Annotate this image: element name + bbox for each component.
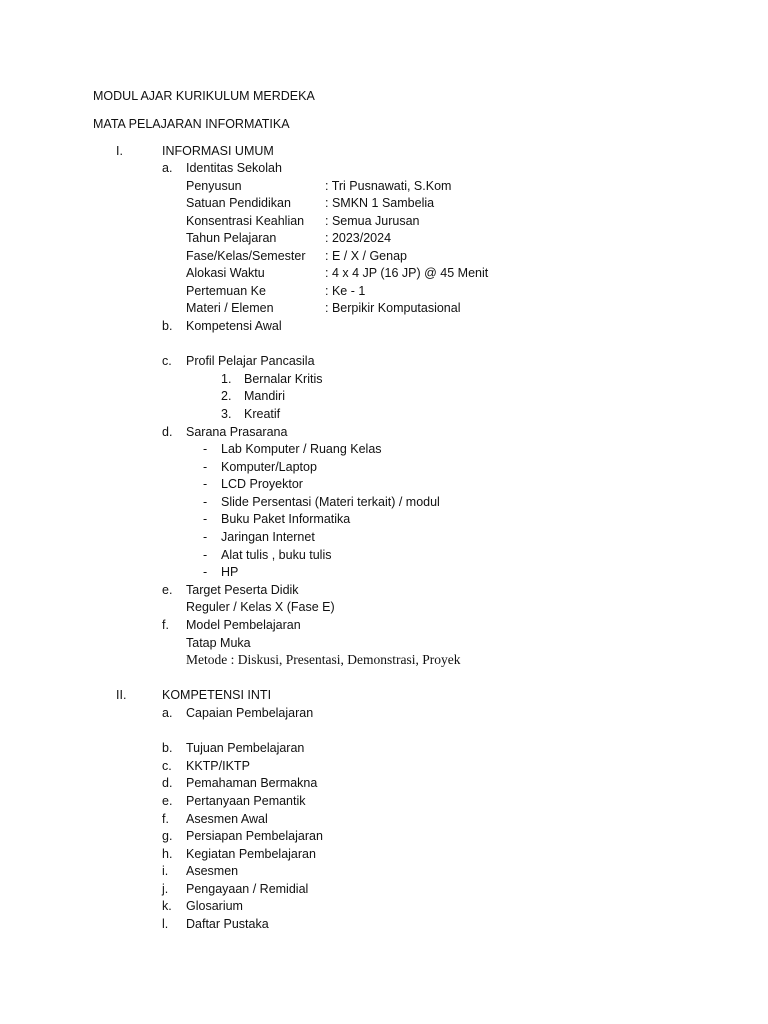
list-marker: d. [162, 776, 173, 790]
item-e-label: Target Peserta Didik [186, 583, 299, 597]
numbered-item: Bernalar Kritis [244, 372, 323, 386]
subject-line: MATA PELAJARAN INFORMATIKA [93, 117, 290, 131]
identity-value: : SMKN 1 Sambelia [325, 196, 435, 210]
list-item: Persiapan Pembelajaran [186, 829, 323, 843]
identity-value: : Semua Jurusan [325, 214, 420, 228]
facility-item: Komputer/Laptop [221, 460, 317, 474]
facility-item: HP [221, 565, 239, 579]
list-item: Glosarium [186, 899, 243, 913]
identity-value: : Tri Pusnawati, S.Kom [325, 179, 452, 193]
dash-marker: - [203, 495, 208, 509]
item-f-label: Model Pembelajaran [186, 618, 301, 632]
identity-value: : Ke - 1 [325, 284, 366, 298]
list-item: Daftar Pustaka [186, 917, 269, 931]
section-1-numeral: I. [116, 144, 123, 158]
facility-item: Slide Persentasi (Materi terkait) / modul [221, 495, 440, 509]
list-marker: j. [162, 882, 169, 896]
item-e-marker: e. [162, 583, 173, 597]
list-item: Pertanyaan Pemantik [186, 794, 306, 808]
list-item: KKTP/IKTP [186, 759, 250, 773]
list-item: Pemahaman Bermakna [186, 776, 318, 790]
item-f-marker: f. [162, 618, 169, 632]
numbered-item: Mandiri [244, 389, 285, 403]
list-item: Capaian Pembelajaran [186, 706, 314, 720]
item-d-marker: d. [162, 425, 173, 439]
identity-key: Alokasi Waktu [186, 266, 265, 280]
list-marker: a. [162, 706, 173, 720]
item-f-detail: Tatap Muka [186, 636, 251, 650]
numbered-marker: 2. [221, 389, 232, 403]
list-marker: e. [162, 794, 173, 808]
list-item: Asesmen Awal [186, 812, 268, 826]
section-2-numeral: II. [116, 688, 127, 702]
facility-item: Buku Paket Informatika [221, 512, 351, 526]
facility-item: Alat tulis , buku tulis [221, 548, 332, 562]
identity-key: Penyusun [186, 179, 242, 193]
dash-marker: - [203, 442, 208, 456]
list-item: Kegiatan Pembelajaran [186, 847, 316, 861]
item-f-method: Metode : Diskusi, Presentasi, Demonstrasi, Proyek [186, 652, 461, 667]
facility-item: Lab Komputer / Ruang Kelas [221, 442, 382, 456]
list-item: Pengayaan / Remidial [186, 882, 309, 896]
item-e-detail: Reguler / Kelas X (Fase E) [186, 600, 335, 614]
dash-marker: - [203, 530, 208, 544]
list-marker: f. [162, 812, 169, 826]
item-c-marker: c. [162, 354, 172, 368]
list-item: Asesmen [186, 864, 239, 878]
list-marker: k. [162, 899, 172, 913]
identity-value: : Berpikir Komputasional [325, 301, 461, 315]
item-d-label: Sarana Prasarana [186, 425, 288, 439]
dash-marker: - [203, 512, 208, 526]
identity-key: Satuan Pendidikan [186, 196, 291, 210]
facility-item: LCD Proyektor [221, 477, 303, 491]
list-marker: l. [162, 917, 169, 931]
identity-value: : 2023/2024 [325, 231, 392, 245]
dash-marker: - [203, 477, 208, 491]
identity-key: Tahun Pelajaran [186, 231, 277, 245]
identity-key: Materi / Elemen [186, 301, 274, 315]
item-b-marker: b. [162, 319, 173, 333]
dash-marker: - [203, 460, 208, 474]
identity-value: : 4 x 4 JP (16 JP) @ 45 Menit [325, 266, 489, 280]
identity-key: Konsentrasi Keahlian [186, 214, 305, 228]
item-a-marker: a. [162, 161, 173, 175]
identity-key: Pertemuan Ke [186, 284, 266, 298]
section-1-heading: INFORMASI UMUM [162, 144, 274, 158]
section-2-heading: KOMPETENSI INTI [162, 688, 272, 702]
list-marker: b. [162, 741, 173, 755]
list-marker: h. [162, 847, 173, 861]
document-title: MODUL AJAR KURIKULUM MERDEKA [93, 89, 315, 103]
numbered-item: Kreatif [244, 407, 281, 421]
item-c-label: Profil Pelajar Pancasila [186, 354, 315, 368]
item-b-label: Kompetensi Awal [186, 319, 282, 333]
dash-marker: - [203, 548, 208, 562]
identity-value: : E / X / Genap [325, 249, 407, 263]
dash-marker: - [203, 565, 208, 579]
item-a-label: Identitas Sekolah [186, 161, 282, 175]
numbered-marker: 1. [221, 372, 232, 386]
identity-key: Fase/Kelas/Semester [186, 249, 306, 263]
list-marker: g. [162, 829, 173, 843]
facility-item: Jaringan Internet [221, 530, 315, 544]
list-marker: c. [162, 759, 172, 773]
list-item: Tujuan Pembelajaran [186, 741, 305, 755]
numbered-marker: 3. [221, 407, 232, 421]
list-marker: i. [162, 864, 169, 878]
